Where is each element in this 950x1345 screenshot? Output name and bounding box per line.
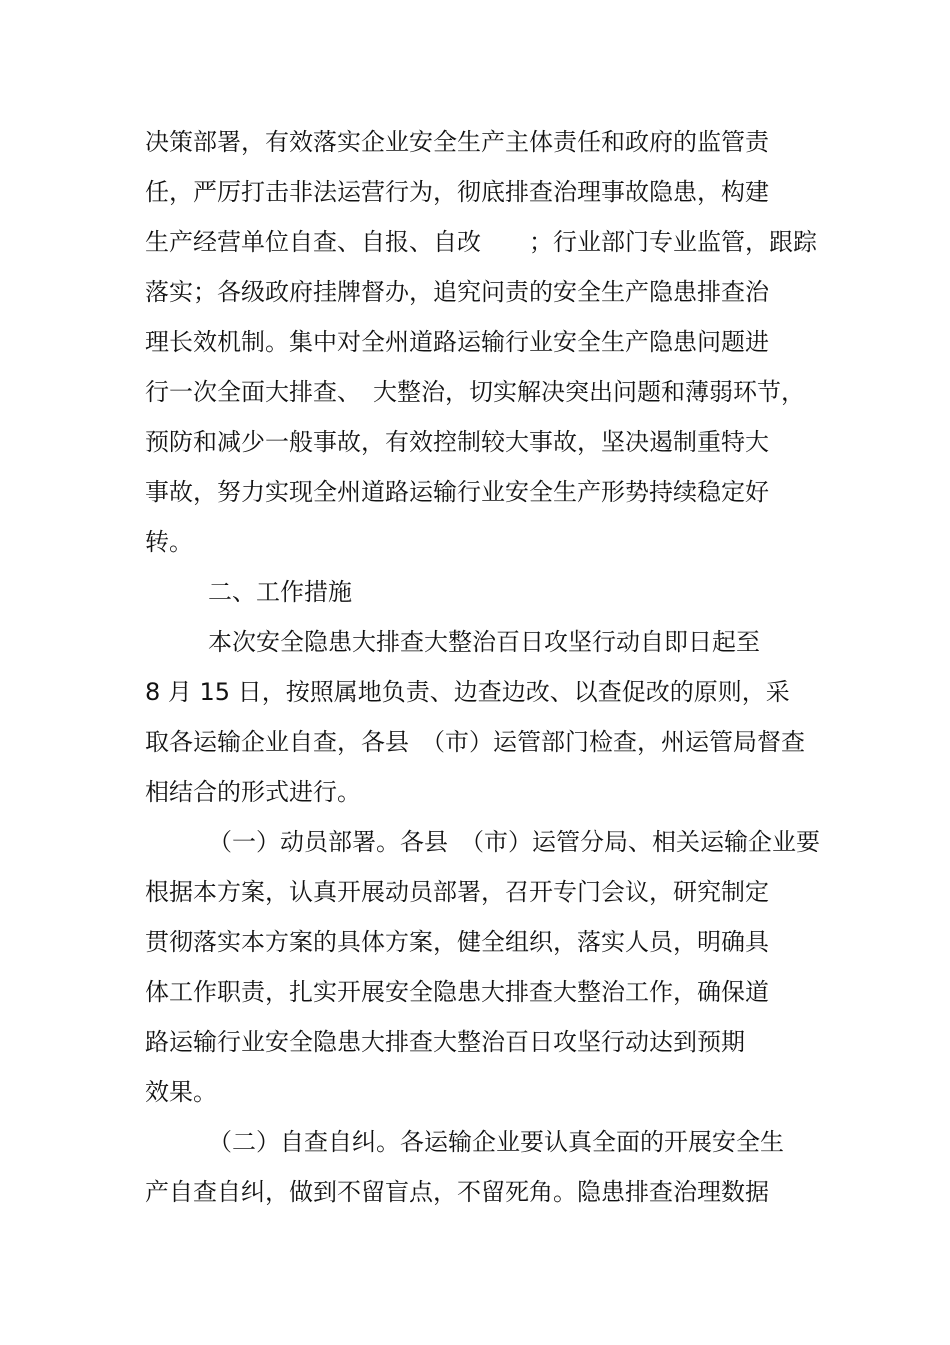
paragraph-line: 相结合的形式进行。 xyxy=(145,778,361,806)
paragraph-line: 8 月 15 日，按照属地负责、边查边改、以查促改的原则，采 xyxy=(145,678,790,706)
paragraph-line: 事故，努力实现全州道路运输行业安全生产形势持续稳定好 xyxy=(145,478,769,506)
paragraph-line: 根据本方案，认真开展动员部署，召开专门会议，研究制定 xyxy=(145,878,769,906)
section-heading: 二、工作措施 xyxy=(208,578,352,606)
paragraph-line: 预防和减少一般事故，有效控制较大事故，坚决遏制重特大 xyxy=(145,428,769,456)
paragraph-line: 落实；各级政府挂牌督办，追究问责的安全生产隐患排查治 xyxy=(145,278,769,306)
paragraph-line: 取各运输企业自查，各县 （市）运管部门检查，州运管局督查 xyxy=(145,728,805,756)
paragraph-line: 本次安全隐患大排查大整治百日攻坚行动自即日起至 xyxy=(208,628,760,656)
paragraph-line: 贯彻落实本方案的具体方案，健全组织，落实人员，明确具 xyxy=(145,928,769,956)
paragraph-line: 路运输行业安全隐患大排查大整治百日攻坚行动达到预期 xyxy=(145,1028,745,1056)
paragraph-line: 产自查自纠，做到不留盲点，不留死角。隐患排查治理数据 xyxy=(145,1178,769,1206)
paragraph-line: 任，严厉打击非法运营行为，彻底排查治理事故隐患，构建 xyxy=(145,178,769,206)
paragraph-line: 生产经营单位自查、自报、自改 ；行业部门专业监管，跟踪 xyxy=(145,228,817,256)
paragraph-line: （二）自查自纠。各运输企业要认真全面的开展安全生 xyxy=(208,1128,784,1156)
paragraph-line: 体工作职责，扎实开展安全隐患大排查大整治工作，确保道 xyxy=(145,978,769,1006)
paragraph-line: （一）动员部署。各县 （市）运管分局、相关运输企业要 xyxy=(208,828,820,856)
paragraph-line: 行一次全面大排查、 大整治，切实解决突出问题和薄弱环节， xyxy=(145,378,805,406)
paragraph-line: 效果。 xyxy=(145,1078,217,1106)
paragraph-line: 转。 xyxy=(145,528,193,556)
paragraph-line: 理长效机制。集中对全州道路运输行业安全生产隐患问题进 xyxy=(145,328,769,356)
paragraph-line: 决策部署，有效落实企业安全生产主体责任和政府的监管责 xyxy=(145,128,769,156)
